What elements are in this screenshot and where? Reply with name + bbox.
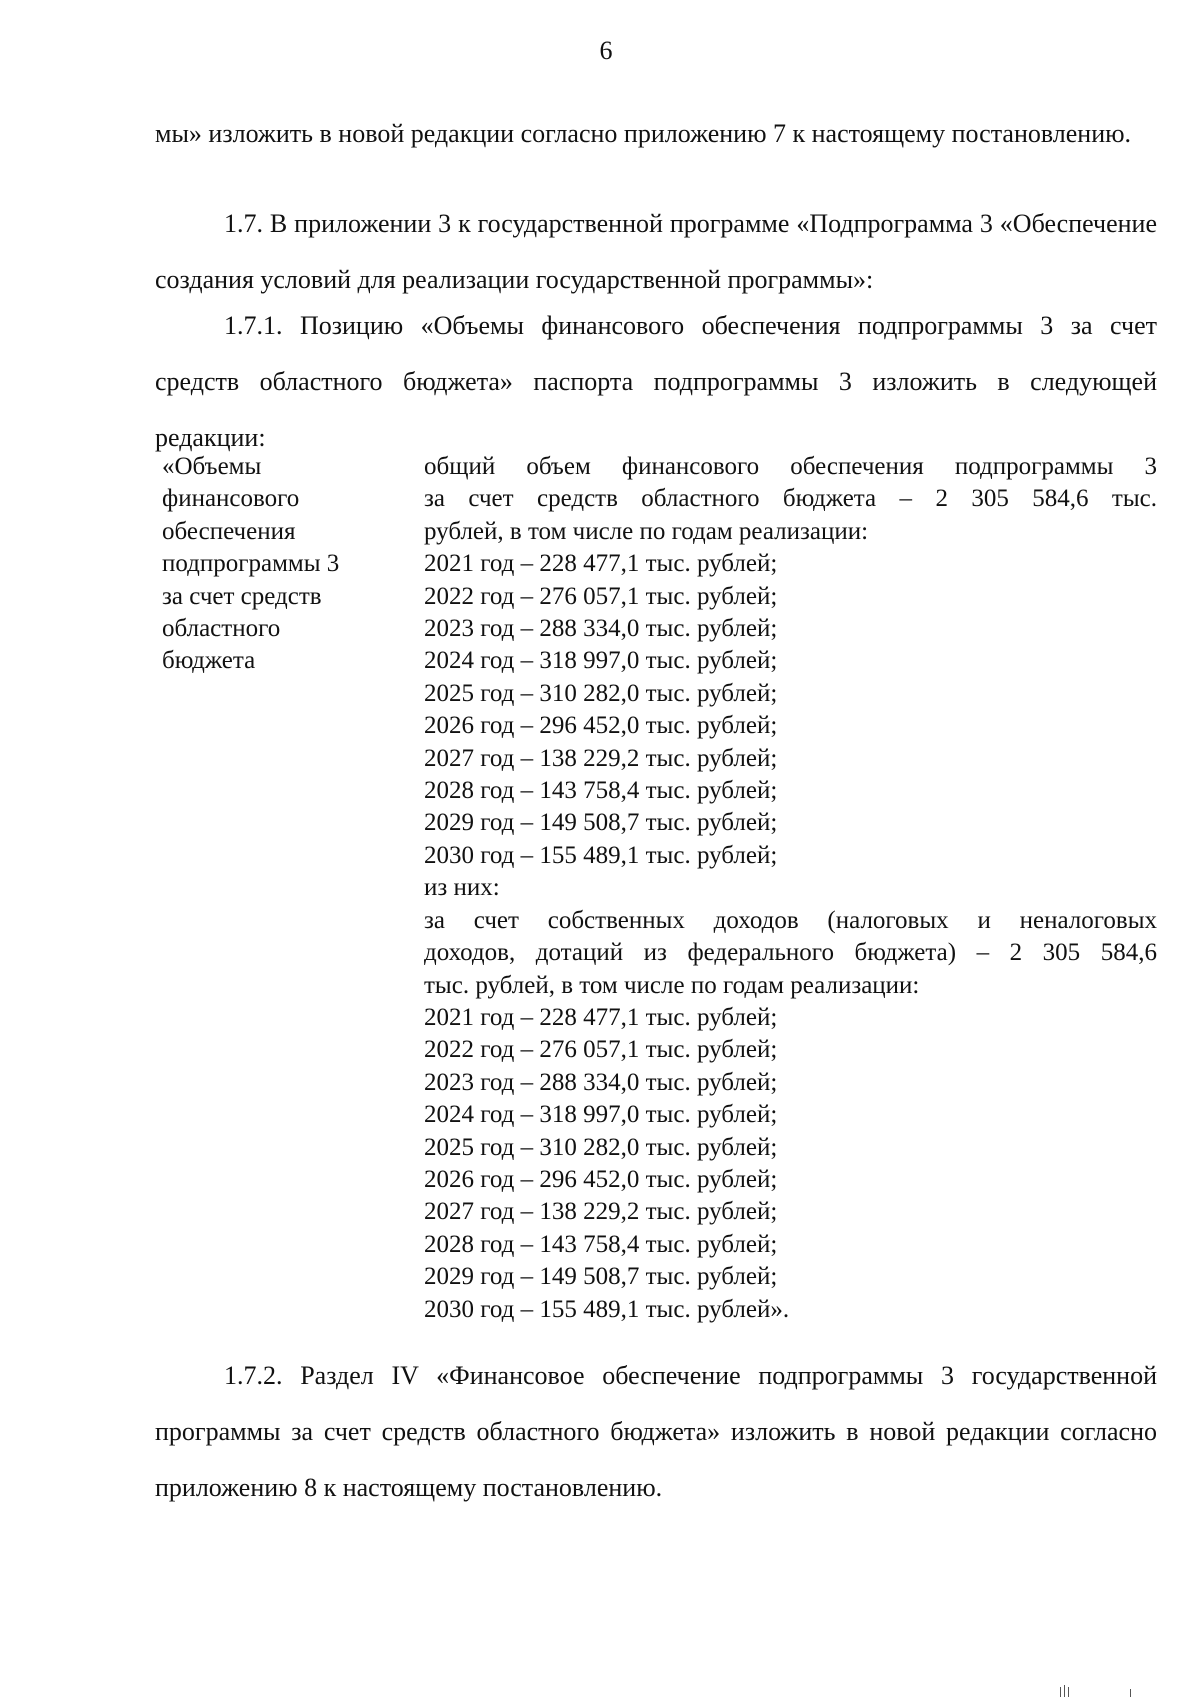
year-funding-total-line: 2023 год – 288 334,0 тыс. рублей; <box>424 615 778 643</box>
own-income-line: доходов, дотаций из федерального бюджета) – 2 305 584,6 <box>424 939 1157 967</box>
year-funding-own-line: 2027 год – 138 229,2 тыс. рублей; <box>424 1198 778 1226</box>
year-funding-total-line: 2029 год – 149 508,7 тыс. рублей; <box>424 809 778 837</box>
own-income-line: тыс. рублей, в том числе по годам реализации: <box>424 971 920 999</box>
paragraph-1-7: 1.7. В приложении 3 к государственной программе «Подпрограмма 3 «Обеспечение создания условий для реализации государственной программы»: <box>155 209 1157 294</box>
funding-intro-line: рублей, в том числе по годам реализации: <box>424 517 869 545</box>
paragraph-1-7-2: 1.7.2. Раздел IV «Финансовое обеспечение подпрограммы 3 государственной программы за счет средств областного бюджета» изложить в новой редакции согласно приложению 8 к настоящему постановлению. <box>155 1361 1157 1502</box>
paragraph-continuation: мы» изложить в новой редакции согласно приложению 7 к настоящему постановлению. <box>155 119 1132 148</box>
passport-position-value <box>424 451 1157 1326</box>
year-funding-total-line: 2027 год – 138 229,2 тыс. рублей; <box>424 744 778 772</box>
year-funding-own-line: 2030 год – 155 489,1 тыс. рублей». <box>424 1295 790 1323</box>
paragraph-1-7-1: 1.7.1. Позицию «Объемы финансового обеспечения подпрограммы 3 за счет средств областного бюджета» паспорта подпрограммы 3 изложить в следующей редакции: <box>155 311 1157 452</box>
of-them-label: из них: <box>424 874 500 902</box>
scan-edge-marks <box>1060 1685 1160 1697</box>
passport-label-line: финансового <box>162 485 300 513</box>
passport-position-name <box>162 451 392 678</box>
year-funding-total-line: 2025 год – 310 282,0 тыс. рублей; <box>424 679 778 707</box>
year-funding-total-line: 2021 год – 228 477,1 тыс. рублей; <box>424 550 778 578</box>
year-funding-own-line: 2026 год – 296 452,0 тыс. рублей; <box>424 1165 778 1193</box>
year-funding-total-line: 2022 год – 276 057,1 тыс. рублей; <box>424 582 778 610</box>
year-funding-own-line: 2025 год – 310 282,0 тыс. рублей; <box>424 1133 778 1161</box>
own-income-line: за счет собственных доходов (налоговых и неналоговых <box>424 906 1157 934</box>
passport-label-line: обеспечения <box>162 517 296 545</box>
year-funding-total-line: 2028 год – 143 758,4 тыс. рублей; <box>424 777 778 805</box>
year-funding-own-line: 2022 год – 276 057,1 тыс. рублей; <box>424 1036 778 1064</box>
passport-label-line: областного <box>162 615 281 643</box>
year-funding-total-line: 2024 год – 318 997,0 тыс. рублей; <box>424 647 778 675</box>
year-funding-own-line: 2023 год – 288 334,0 тыс. рублей; <box>424 1068 778 1096</box>
passport-label-line: бюджета <box>162 647 256 675</box>
year-funding-total-line: 2030 год – 155 489,1 тыс. рублей; <box>424 841 778 869</box>
year-funding-own-line: 2028 год – 143 758,4 тыс. рублей; <box>424 1230 778 1258</box>
passport-label-line: за счет средств <box>162 582 322 610</box>
passport-label-line: «Объемы <box>162 453 262 480</box>
passport-label-line: подпрограммы 3 <box>162 550 340 578</box>
funding-intro-line: за счет средств областного бюджета – 2 305 584,6 тыс. <box>424 485 1157 513</box>
year-funding-own-line: 2021 год – 228 477,1 тыс. рублей; <box>424 1003 778 1031</box>
funding-intro-line: общий объем финансового обеспечения подпрограммы 3 <box>424 453 1157 480</box>
year-funding-own-line: 2024 год – 318 997,0 тыс. рублей; <box>424 1101 778 1129</box>
page-number: 6 <box>599 36 613 65</box>
year-funding-own-line: 2029 год – 149 508,7 тыс. рублей; <box>424 1263 778 1291</box>
year-funding-total-line: 2026 год – 296 452,0 тыс. рублей; <box>424 712 778 740</box>
